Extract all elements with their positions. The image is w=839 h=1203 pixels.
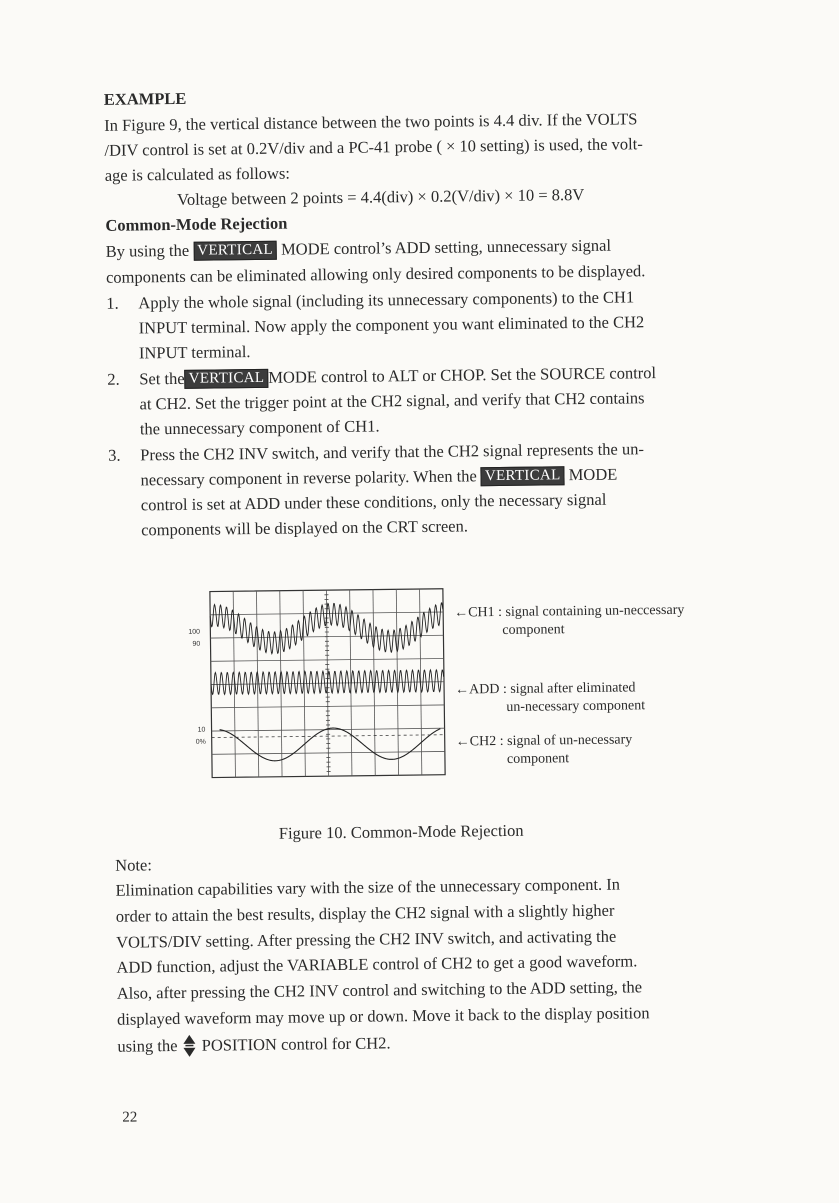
step-2-line-1 [139,363,656,389]
vertical-badge: VERTICAL [185,369,269,389]
scale-label-90: 90 [192,641,200,648]
cmr-heading: Common-Mode Rejection [105,214,287,236]
up-down-arrow-icon [183,1035,195,1057]
step-3-line-4: components will be displayed on the CRT screen. [141,516,468,540]
step-3-text-b: MODE [569,465,618,485]
step-3-line-3: control is set at ADD under these conditions, only the necessary signal [141,490,607,516]
note-line-7-text-b: POSITION control for CH2. [202,1033,391,1054]
step-2-text-b: MODE control to ALT or CHOP. Set the SOURCE control [268,363,656,387]
note-line-4: ADD function, adjust the VARIABLE control of CH2 to get a good waveform. [116,951,637,977]
example-line-3: age is calculated as follows: [105,164,290,186]
example-line-2: /DIV control is set at 0.2V/div and a PC-41 probe ( × 10 setting) is used, the volt- [104,134,643,161]
note-line-5: Also, after pressing the CH2 INV control and switching to the ADD setting, the [117,977,643,1003]
step-3-text-a: necessary component in reverse polarity. When the [140,466,477,489]
step-1-line-3: INPUT terminal. [139,342,251,363]
cmr-intro-line-1 [106,234,706,261]
oscilloscope-figure [186,585,454,783]
scale-label-100: 100 [188,629,200,636]
scale-label-10: 10 [198,727,206,734]
step-2-line-3: the unnecessary component of CH1. [140,416,380,439]
step-3-line-1: Press the CH2 INV switch, and verify that the CH2 signal represents the un- [140,439,644,465]
note-heading: Note: [115,855,152,875]
vertical-badge: VERTICAL [193,241,277,261]
add-label: ←ADD : signal after eliminated [455,679,636,699]
cmr-intro-text-b: MODE control’s ADD setting, unnecessary signal [281,236,611,259]
ch2-label: ←CH2 : signal of un-necessary [456,731,633,751]
page-number: 22 [122,1109,137,1126]
add-label-line-2: un-necessary component [506,697,645,717]
step-2-line-2: at CH2. Set the trigger point at the CH2 signal, and verify that CH2 contains [139,388,644,414]
ch1-label: ←CH1 : signal containing un-neccessary [454,602,684,623]
step-1-line-1: Apply the whole signal (including its unnecessary components) to the CH1 [138,287,634,313]
note-line-6: displayed waveform may move up or down. Move it back to the display position [117,1003,650,1030]
ch2-waveform [220,727,441,762]
note-line-1: Elimination capabilities vary with the size of the unnecessary component. In [115,875,620,901]
note-line-3: VOLTS/DIV setting. After pressing the CH2 INV switch, and activating the [116,927,616,953]
ch2-label-line-2: component [507,750,569,769]
example-line-1: In Figure 9, the vertical distance between the two points is 4.4 div. If the VOLTS [104,109,637,136]
figure-caption: Figure 10. Common-Mode Rejection [279,821,524,844]
note-line-2: order to attain the best results, display the CH2 signal with a slightly higher [116,901,615,927]
step-3-line-2 [140,463,710,490]
step-1-line-2: INPUT terminal. Now apply the component you want eliminated to the CH2 [139,312,645,338]
step-2-number: 2. [107,370,120,390]
cmr-intro-text-a: By using the [106,241,190,261]
note-line-7-text-a: using the [117,1036,177,1056]
ch1-label-line-2: component [502,621,564,640]
scale-label-0: 0% [196,739,206,746]
cmr-intro-line-2: components can be eliminated allowing only desired components to be displayed. [106,261,646,288]
vertical-badge: VERTICAL [481,466,565,486]
step-3-number: 3. [108,446,121,466]
note-line-7 [117,1032,390,1057]
example-heading: EXAMPLE [104,89,187,110]
step-1-number: 1. [106,294,119,314]
voltage-formula: Voltage between 2 points = 4.4(div) × 0.2(V/div) × 10 = 8.8V [177,185,584,210]
step-2-text-a: Set the [139,369,185,389]
